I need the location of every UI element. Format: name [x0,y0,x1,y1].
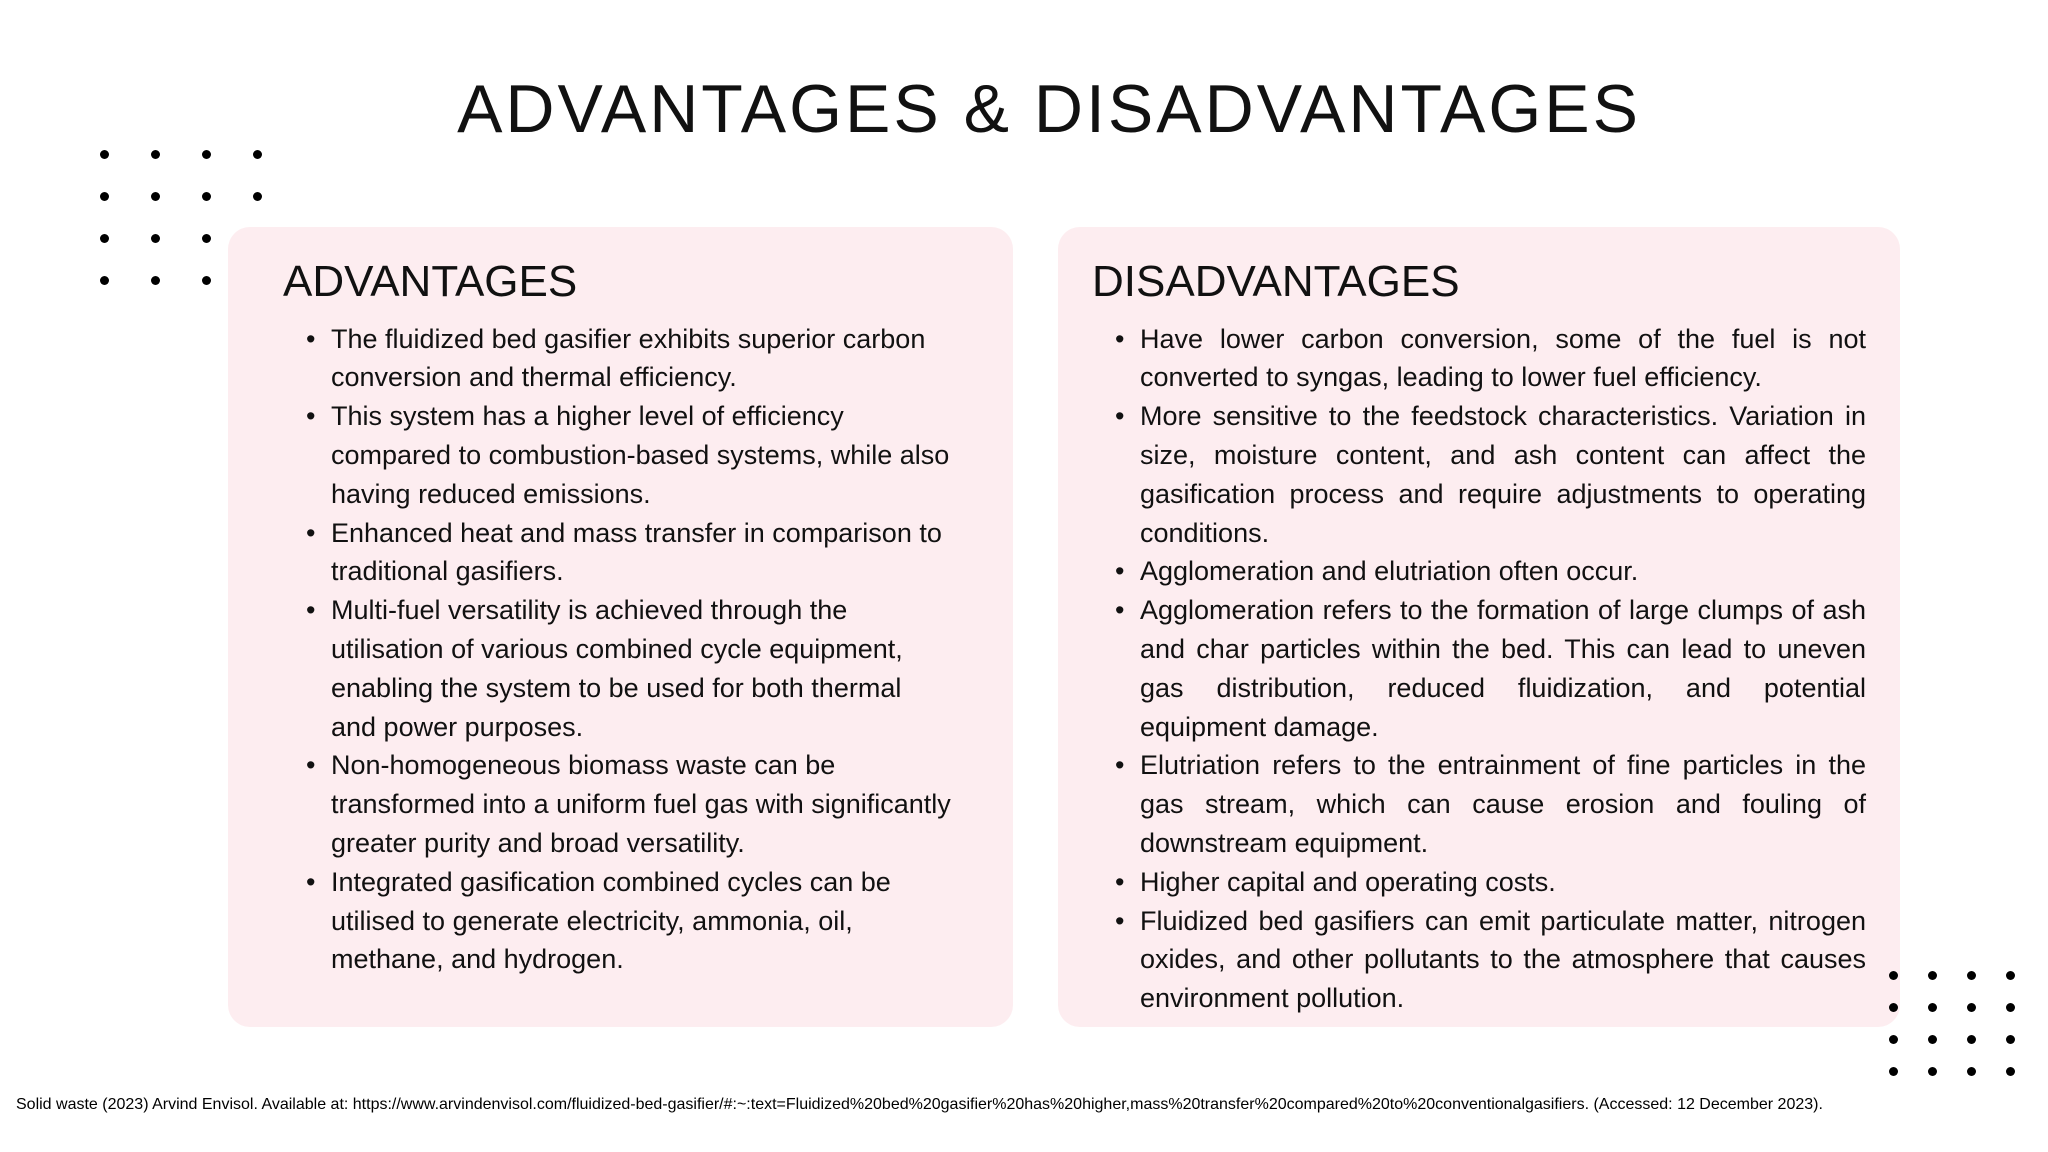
disadvantage-item: • Have lower carbon conversion, some of the fuel is not converted to syngas, leading to lower fuel efficiency. [1092,320,1866,398]
disadvantage-item: • Fluidized bed gasifiers can emit particulate matter, nitrogen oxides, and other pollutants to the atmosphere that causes environment pollution. [1092,902,1866,1018]
disadvantages-list [1092,320,1866,1018]
advantage-item: • This system has a higher level of efficiency compared to combustion-based systems, while also having reduced emissions. [283,397,951,513]
disadvantages-panel [1058,227,1900,1027]
disadvantage-item: • More sensitive to the feedstock characteristics. Variation in size, moisture content, and ash content can affect the gasification process and require adjustments to operating conditions. [1092,397,1866,552]
citation-footnote: Solid waste (2023) Arvind Envisol. Available at: https://www.arvindenvisol.com/fluidized-bed-gasifier/#:~:text=Fluidized%20bed%20gasifier%20has%20higher,mass%20transfer%20compared%20to%20conventionalgasifiers. (Accessed: 12 December 2023). [16,1096,1823,1113]
advantages-heading: ADVANTAGES [283,257,578,306]
advantages-panel [228,227,1013,1027]
decorative-dot-grid-bottom-right [1889,971,2015,1076]
advantage-item: • Multi-fuel versatility is achieved through the utilisation of various combined cycle equipment, enabling the system to be used for both thermal and power purposes. [283,591,951,746]
advantage-item: • Enhanced heat and mass transfer in comparison to traditional gasifiers. [283,514,951,592]
disadvantages-heading: DISADVANTAGES [1092,257,1460,306]
disadvantage-item: • Agglomeration refers to the formation of large clumps of ash and char particles within the bed. This can lead to uneven gas distribution, reduced fluidization, and potential equipment damage. [1092,591,1866,746]
disadvantage-item: • Higher capital and operating costs. [1092,863,1866,902]
slide-title: ADVANTAGES & DISADVANTAGES [457,71,1641,147]
advantage-item: • Integrated gasification combined cycles can be utilised to generate electricity, ammonia, oil, methane, and hydrogen. [283,863,951,979]
disadvantage-item: • Elutriation refers to the entrainment of fine particles in the gas stream, which can cause erosion and fouling of downstream equipment. [1092,746,1866,862]
advantage-item: • Non-homogeneous biomass waste can be transformed into a uniform fuel gas with significantly greater purity and broad versatility. [283,746,951,862]
advantage-item: • The fluidized bed gasifier exhibits superior carbon conversion and thermal efficiency. [283,320,951,398]
disadvantage-item: • Agglomeration and elutriation often occur. [1092,552,1866,591]
advantages-list [283,320,951,980]
